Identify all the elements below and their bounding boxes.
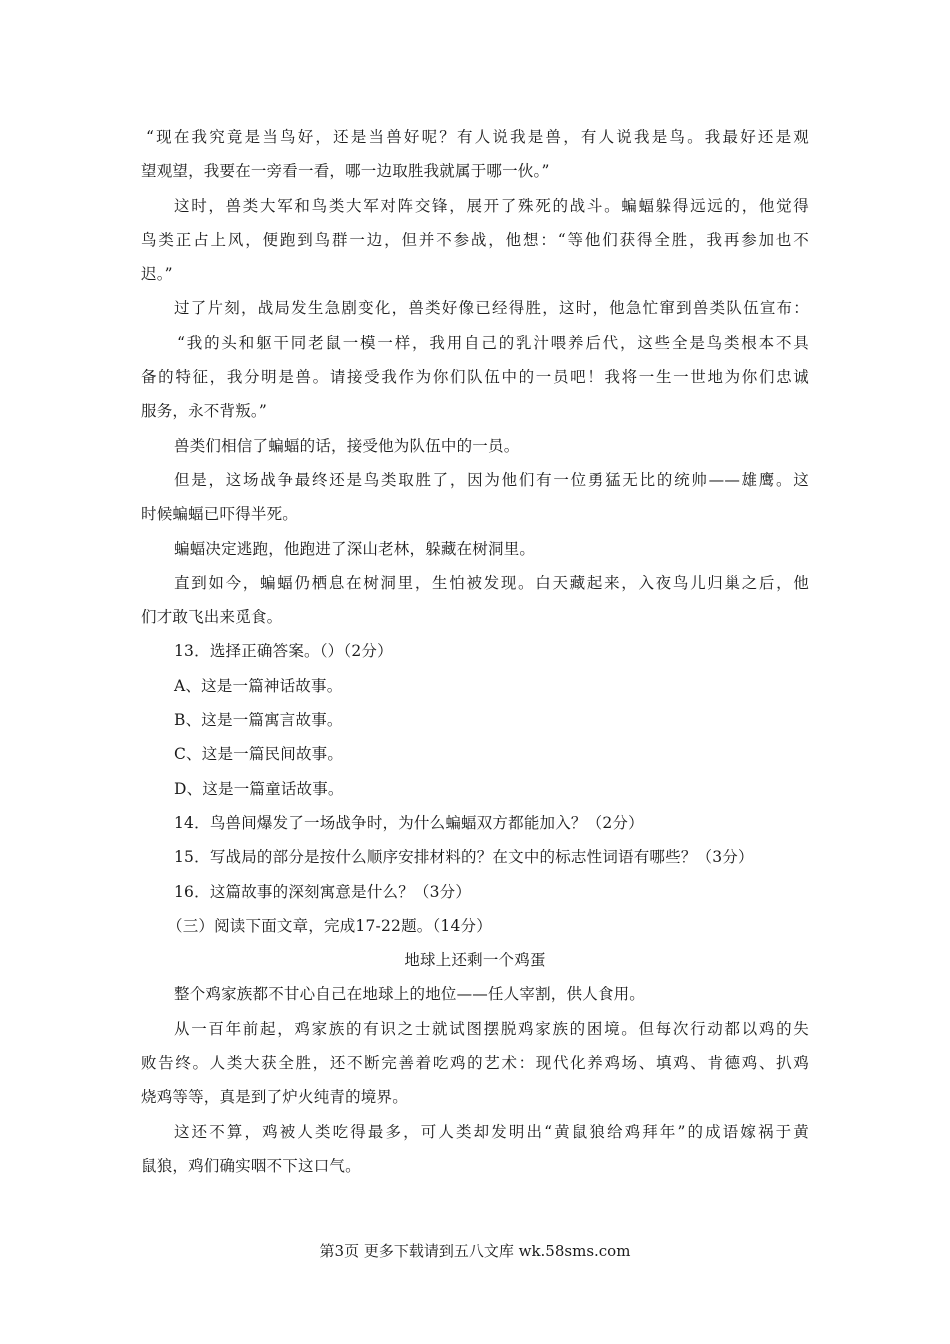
- option-a: A、这是一篇神话故事。: [174, 676, 343, 695]
- option-b: B、这是一篇寓言故事。: [174, 711, 343, 730]
- text-line: 们才敢飞出来觅食。: [141, 608, 283, 627]
- text-line: 烧鸡等等，真是到了炉火纯青的境界。: [141, 1088, 408, 1107]
- article-title: 地球上还剩一个鸡蛋: [404, 951, 546, 970]
- section-heading: （三）阅读下面文章，完成17-22题。（14分）: [167, 916, 492, 935]
- text-line: 整个鸡家族都不甘心自己在地球上的地位——任人宰割，供人食用。: [174, 985, 646, 1004]
- text-line: 直到如今，蝙蝠仍栖息在树洞里，生怕被发现。白天藏起来，入夜鸟儿归巢之后，他: [174, 573, 809, 592]
- text-line: 时候蝙蝠已吓得半死。: [141, 505, 299, 524]
- page-footer: 第3页 更多下载请到五八文库 wk.58sms.com: [319, 1242, 631, 1260]
- question-14: 14．鸟兽间爆发了一场战争时，为什么蝙蝠双方都能加入？（2分）: [174, 813, 644, 832]
- text-line: 服务，永不背叛。”: [141, 402, 267, 421]
- text-line: 望观望，我要在一旁看一看，哪一边取胜我就属于哪一伙。”: [141, 162, 550, 181]
- text-line: 从一百年前起，鸡家族的有识之士就试图摆脱鸡家族的困境。但每次行动都以鸡的失: [174, 1019, 809, 1038]
- option-d: D、这是一篇童话故事。: [174, 779, 344, 798]
- text-line: 兽类们相信了蝙蝠的话，接受他为队伍中的一员。: [174, 436, 520, 455]
- text-line: 过了片刻，战局发生急剧变化，兽类好像已经得胜，这时，他急忙窜到兽类队伍宣布：: [174, 299, 809, 318]
- option-c: C、这是一篇民间故事。: [174, 745, 344, 764]
- text-line: 迟。”: [141, 265, 173, 284]
- text-line: 这还不算，鸡被人类吃得最多，可人类却发明出“黄鼠狼给鸡拜年”的成语嫁祸于黄: [174, 1122, 809, 1141]
- text-line: “我的头和躯干同老鼠一模一样，我用自己的乳汁喂养后代，这些全是鸟类根本不具: [177, 333, 809, 352]
- question-16: 16．这篇故事的深刻寓意是什么？（3分）: [174, 882, 472, 901]
- text-line: “现在我究竟是当鸟好，还是当兽好呢？有人说我是兽，有人说我是鸟。我最好还是观: [146, 128, 809, 146]
- document-body: [141, 120, 809, 1183]
- question-15: 15．写战局的部分是按什么顺序安排材料的？在文中的标志性词语有哪些？（3分）: [174, 848, 754, 867]
- text-line: 备的特征，我分明是兽。请接受我作为你们队伍中的一员吧！我将一生一世地为你们忠诚: [141, 368, 809, 387]
- text-line: 鼠狼，鸡们确实咽不下这口气。: [141, 1156, 361, 1175]
- text-line: 败告终。人类大获全胜，还不断完善着吃鸡的艺术：现代化养鸡场、填鸡、肯德鸡、扒鸡: [141, 1054, 809, 1073]
- question-13: 13．选择正确答案。（）（2分）: [174, 642, 393, 661]
- text-line: 蝙蝠决定逃跑，他跑进了深山老林，躲藏在树洞里。: [174, 539, 536, 558]
- text-line: 但是，这场战争最终还是鸟类取胜了，因为他们有一位勇猛无比的统帅——雄鹰。这: [174, 470, 809, 489]
- text-line: 这时，兽类大军和鸟类大军对阵交锋，展开了殊死的战斗。蝙蝠躲得远远的，他觉得: [174, 196, 809, 215]
- text-line: 鸟类正占上风，便跑到鸟群一边，但并不参战，他想：“等他们获得全胜，我再参加也不: [141, 230, 809, 249]
